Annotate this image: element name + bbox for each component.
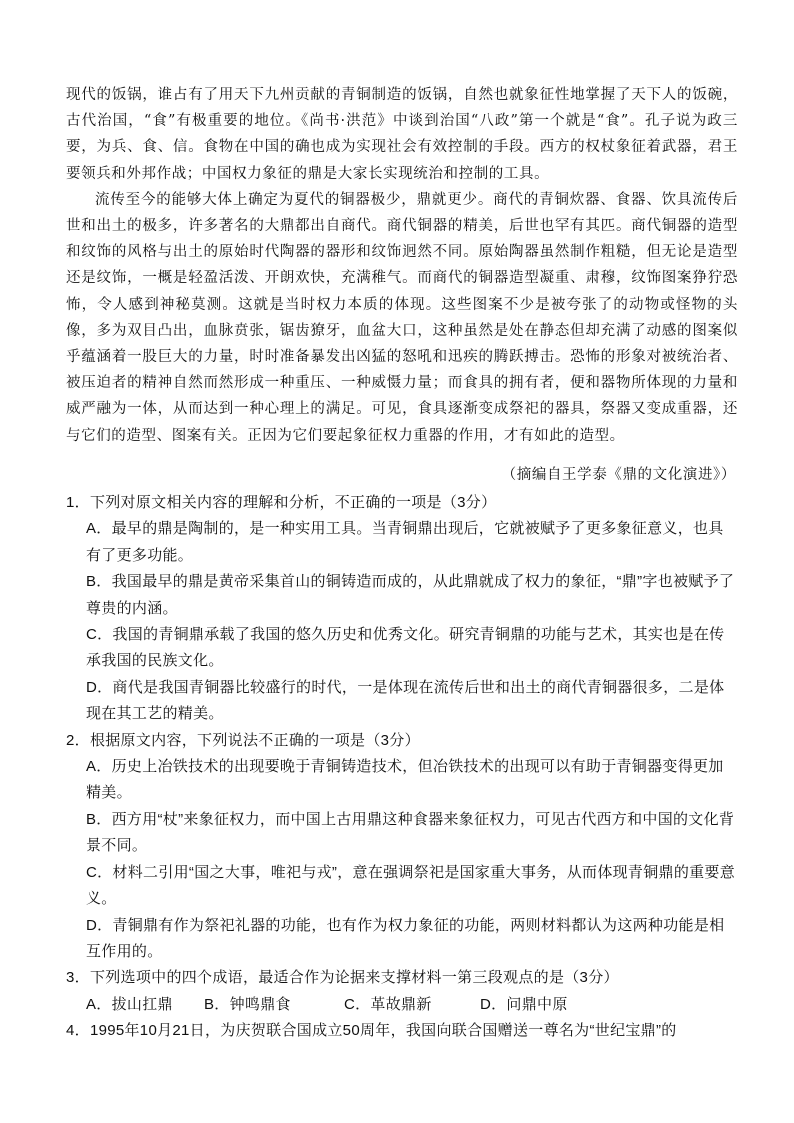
question-3 [66,965,736,1018]
question-4 [66,1018,736,1044]
option-c: C．我国的青铜鼎承载了我国的悠久历史和优秀文化。研究青铜鼎的功能与艺术，其实也是在传承我国的民族文化。 [86,626,725,670]
option-a: A．历史上冶铁技术的出现要晚于青铜铸造技术，但冶铁技术的出现可以有助于青铜器变得更加精美。 [86,758,724,802]
option-c: C．材料二引用“国之大事，唯祀与戎”，意在强调祭祀是国家重大事务，从而体现青铜鼎的重要意义。 [86,863,736,908]
option-d: D．青铜鼎有作为祭祀礼器的功能，也有作为权力象征的功能，两则材料都认为这两种功能是相互作用的。 [86,916,725,960]
option-b: B．我国最早的鼎是黄帝采集首山的铜铸造而成的，从此鼎就成了权力的象征，“鼎”字也被赋予了尊贵的内涵。 [86,573,735,617]
option-b: B．西方用“杖”来象征权力，而中国上古用鼎这种食器来象征权力，可见古代西方和中国的文化背景不同。 [86,810,735,855]
question-1 [66,490,736,728]
option-b: B．钟鸣鼎食 [204,995,291,1013]
question-stem: 1．下列对原文相关内容的理解和分析，不正确的一项是（3分） [66,494,497,511]
question-list [66,490,736,1045]
question-stem: 2．根据原文内容，下列说法不正确的一项是（3分） [66,731,420,749]
option-a: A．拔山扛鼎 [86,995,173,1013]
option-d: D．问鼎中原 [480,995,568,1013]
inline-options [66,992,736,1018]
option-c: C．革故鼎新 [344,995,432,1013]
reading-passage [66,82,738,449]
question-stem: 3．下列选项中的四个成语，最适合作为论据来支撑材料一第三段观点的是（3分） [66,969,619,987]
passage-source: （摘编自王学泰《鼎的文化演进》） [501,467,736,483]
question-2 [66,728,736,966]
question-stem: 4．1995年10月21日，为庆贺联合国成立50周年，我国向联合国赠送一尊名为“世纪宝鼎”的 [66,1022,677,1040]
passage-paragraph-1: 现代的饭锅，谁占有了用天下九州贡献的青铜制造的饭锅，自然也就象征性地掌握了天下人的饭碗，古代治国，“食”有极重要的地位。《尚书·洪范》中谈到治国“八政”第一个就是“食”。孔子说为政三要，为兵、食、信。食物在中国的确也成为实现社会有效控制的手段。西方的权杖象征着武器，君王要领兵和外邦作战；中国权力象征的鼎是大家长实现统治和控制的工具。 [66,87,738,182]
option-a: A．最早的鼎是陶制的，是一种实用工具。当青铜鼎出现后，它就被赋予了更多象征意义，也具有了更多功能。 [86,520,724,564]
passage-paragraph-2: 流传至今的能够大体上确定为夏代的铜器极少，鼎就更少。商代的青铜炊器、食器、饮具流传后世和出土的极多，许多著名的大鼎都出自商代。商代铜器的精美，后世也罕有其匹。商代铜器的造型和纹饰的风格与出土的原始时代陶器的器形和纹饰迥然不同。原始陶器虽然制作粗糙，但无论是造型还是纹饰，一概是轻盈活泼、开朗欢快，充满稚气。而商代的铜器造型凝重、肃穆，纹饰图案狰狞恐怖，令人感到神秘莫测。这就是当时权力本质的体现。这些图案不少是被夸张了的动物或怪物的头像，多为双目凸出，血脉贲张，锯齿獠牙，血盆大口，这种虽然是处在静态但却充满了动感的图案似乎蕴涵着一股巨大的力量，时时准备暴发出凶猛的怒吼和迅疾的腾跃搏击。恐怖的形象对被统治者、被压迫者的精神自然而然形成一种重压、一种威慑力量；而食具的拥有者，便和器物所体现的力量和威严融为一体，从而达到一种心理上的满足。可见，食具逐渐变成祭祀的器具，祭器又变成重器，还与它们的造型、图案有关。正因为它们要起象征权力重器的作用，才有如此的造型。 [66,191,738,444]
option-d: D．商代是我国青铜器比较盛行的时代，一是体现在流传后世和出土的商代青铜器很多，二是体现在其工艺的精美。 [86,678,725,723]
